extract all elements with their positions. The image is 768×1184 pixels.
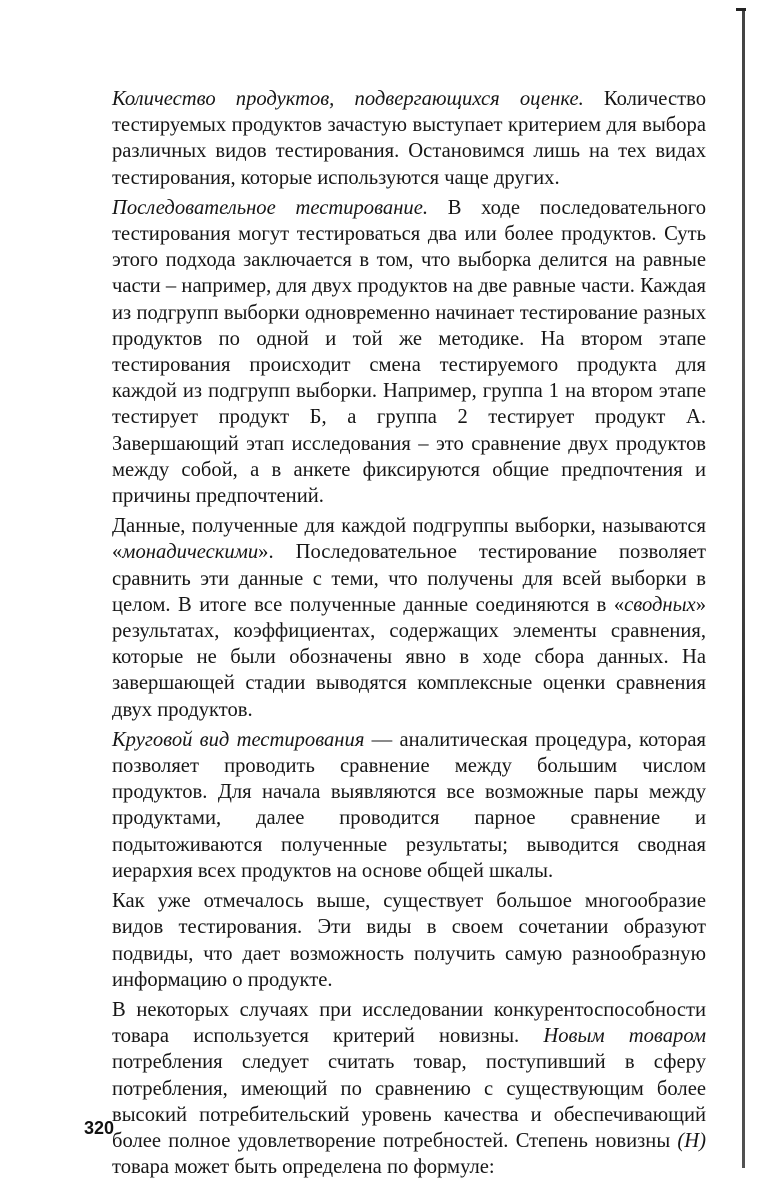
term-sequential-testing: Последовательное тестирование. [112,196,428,219]
paragraph-text: В ходе последовательного тестирования могут тестироваться два или более продуктов. Суть этого подхода заключается в том, что выборка делится на равные части – например, для двух продуктов на две равные части. Каждая из подгрупп выборки одновременно начинает тестирование разных продуктов по одной и той же методике. На втором этапе тестирования происходит смена тестируемого продукта для каждой из подгрупп выборки. Например, группа 1 на втором этапе тестирует продукт Б, а группа 2 тестирует продукт А. Завершающий этап исследования – это сравнение двух продуктов между собой, а в анкете фиксируются общие предпочтения и причины предпочтений. [112,196,706,508]
paragraph-text: Данные, полученные для каждой подгруппы выборки, называются « [112,515,706,564]
paragraph-text: » результатах, коэффициентах, содержащих элементы сравнения, которые не были обозначены явно в ходе сбора данных. На завершающей стадии выводятся комплексные оценки сравнения двух продуктов. [112,593,706,721]
term-novelty-symbol: (Н) [677,1129,706,1152]
paragraph-text: — аналитическая процедура, которая позволяет проводить сравнение между большим числом продуктов. Для начала выявляются все возможные пары между продуктами, далее проводится парное сравнение и подытоживаются полученные результаты; выводится сводная иерархия всех продуктов на основе общей шкалы. [112,728,707,882]
term-summary: сводных [624,593,696,616]
term-new-product: Новым товаром [543,1025,706,1048]
page-edge-shadow [742,8,745,1168]
term-circular-testing: Круговой вид тестирования [112,728,365,751]
term-product-count: Количество продуктов, подвергающихся оценке. [112,88,584,110]
paragraph-text: Количество тестируемых продуктов зачастую выступает критерием для выбора различных видов тестирования. Остановимся лишь на тех видах тестирования, которые используются чаще других. [112,88,706,189]
body-text [112,86,706,1184]
paragraph-text: товара может быть определена по формуле: [112,1156,495,1179]
paragraph-novelty [112,997,706,1180]
paragraph-sequential-testing [112,195,706,509]
term-monadic: монадическими [122,541,259,564]
paragraph-product-count [112,86,706,191]
paragraph-text: ». Последовательное тестирование позволяет сравнить эти данные с теми, что получены для всей выборки в целом. В итоге все полученные данные соединяются в « [112,541,706,616]
paragraph-text: В некоторых случаях при исследовании конкурентоспособности товара используется критерий новизны. [112,998,706,1048]
paragraph-text: Как уже отмечалось выше, существует большое многообразие видов тестирования. Эти виды в своем сочетании образуют подвиды, что дает возможность получить самую разнообразную информацию о продукте. [112,890,706,991]
paragraph-monadic-data [112,513,706,723]
paragraph-testing-variety [112,888,706,993]
paragraph-circular-testing [112,727,706,884]
page-number: 320 [84,1118,115,1138]
paragraph-text: потребления следует считать товар, поступивший в сферу потребления, имеющий по сравнению с существующим более высокий потребительский уровень качества и обеспечивающий более полное удовлетворение потребностей. Степень новизны [112,1051,706,1152]
